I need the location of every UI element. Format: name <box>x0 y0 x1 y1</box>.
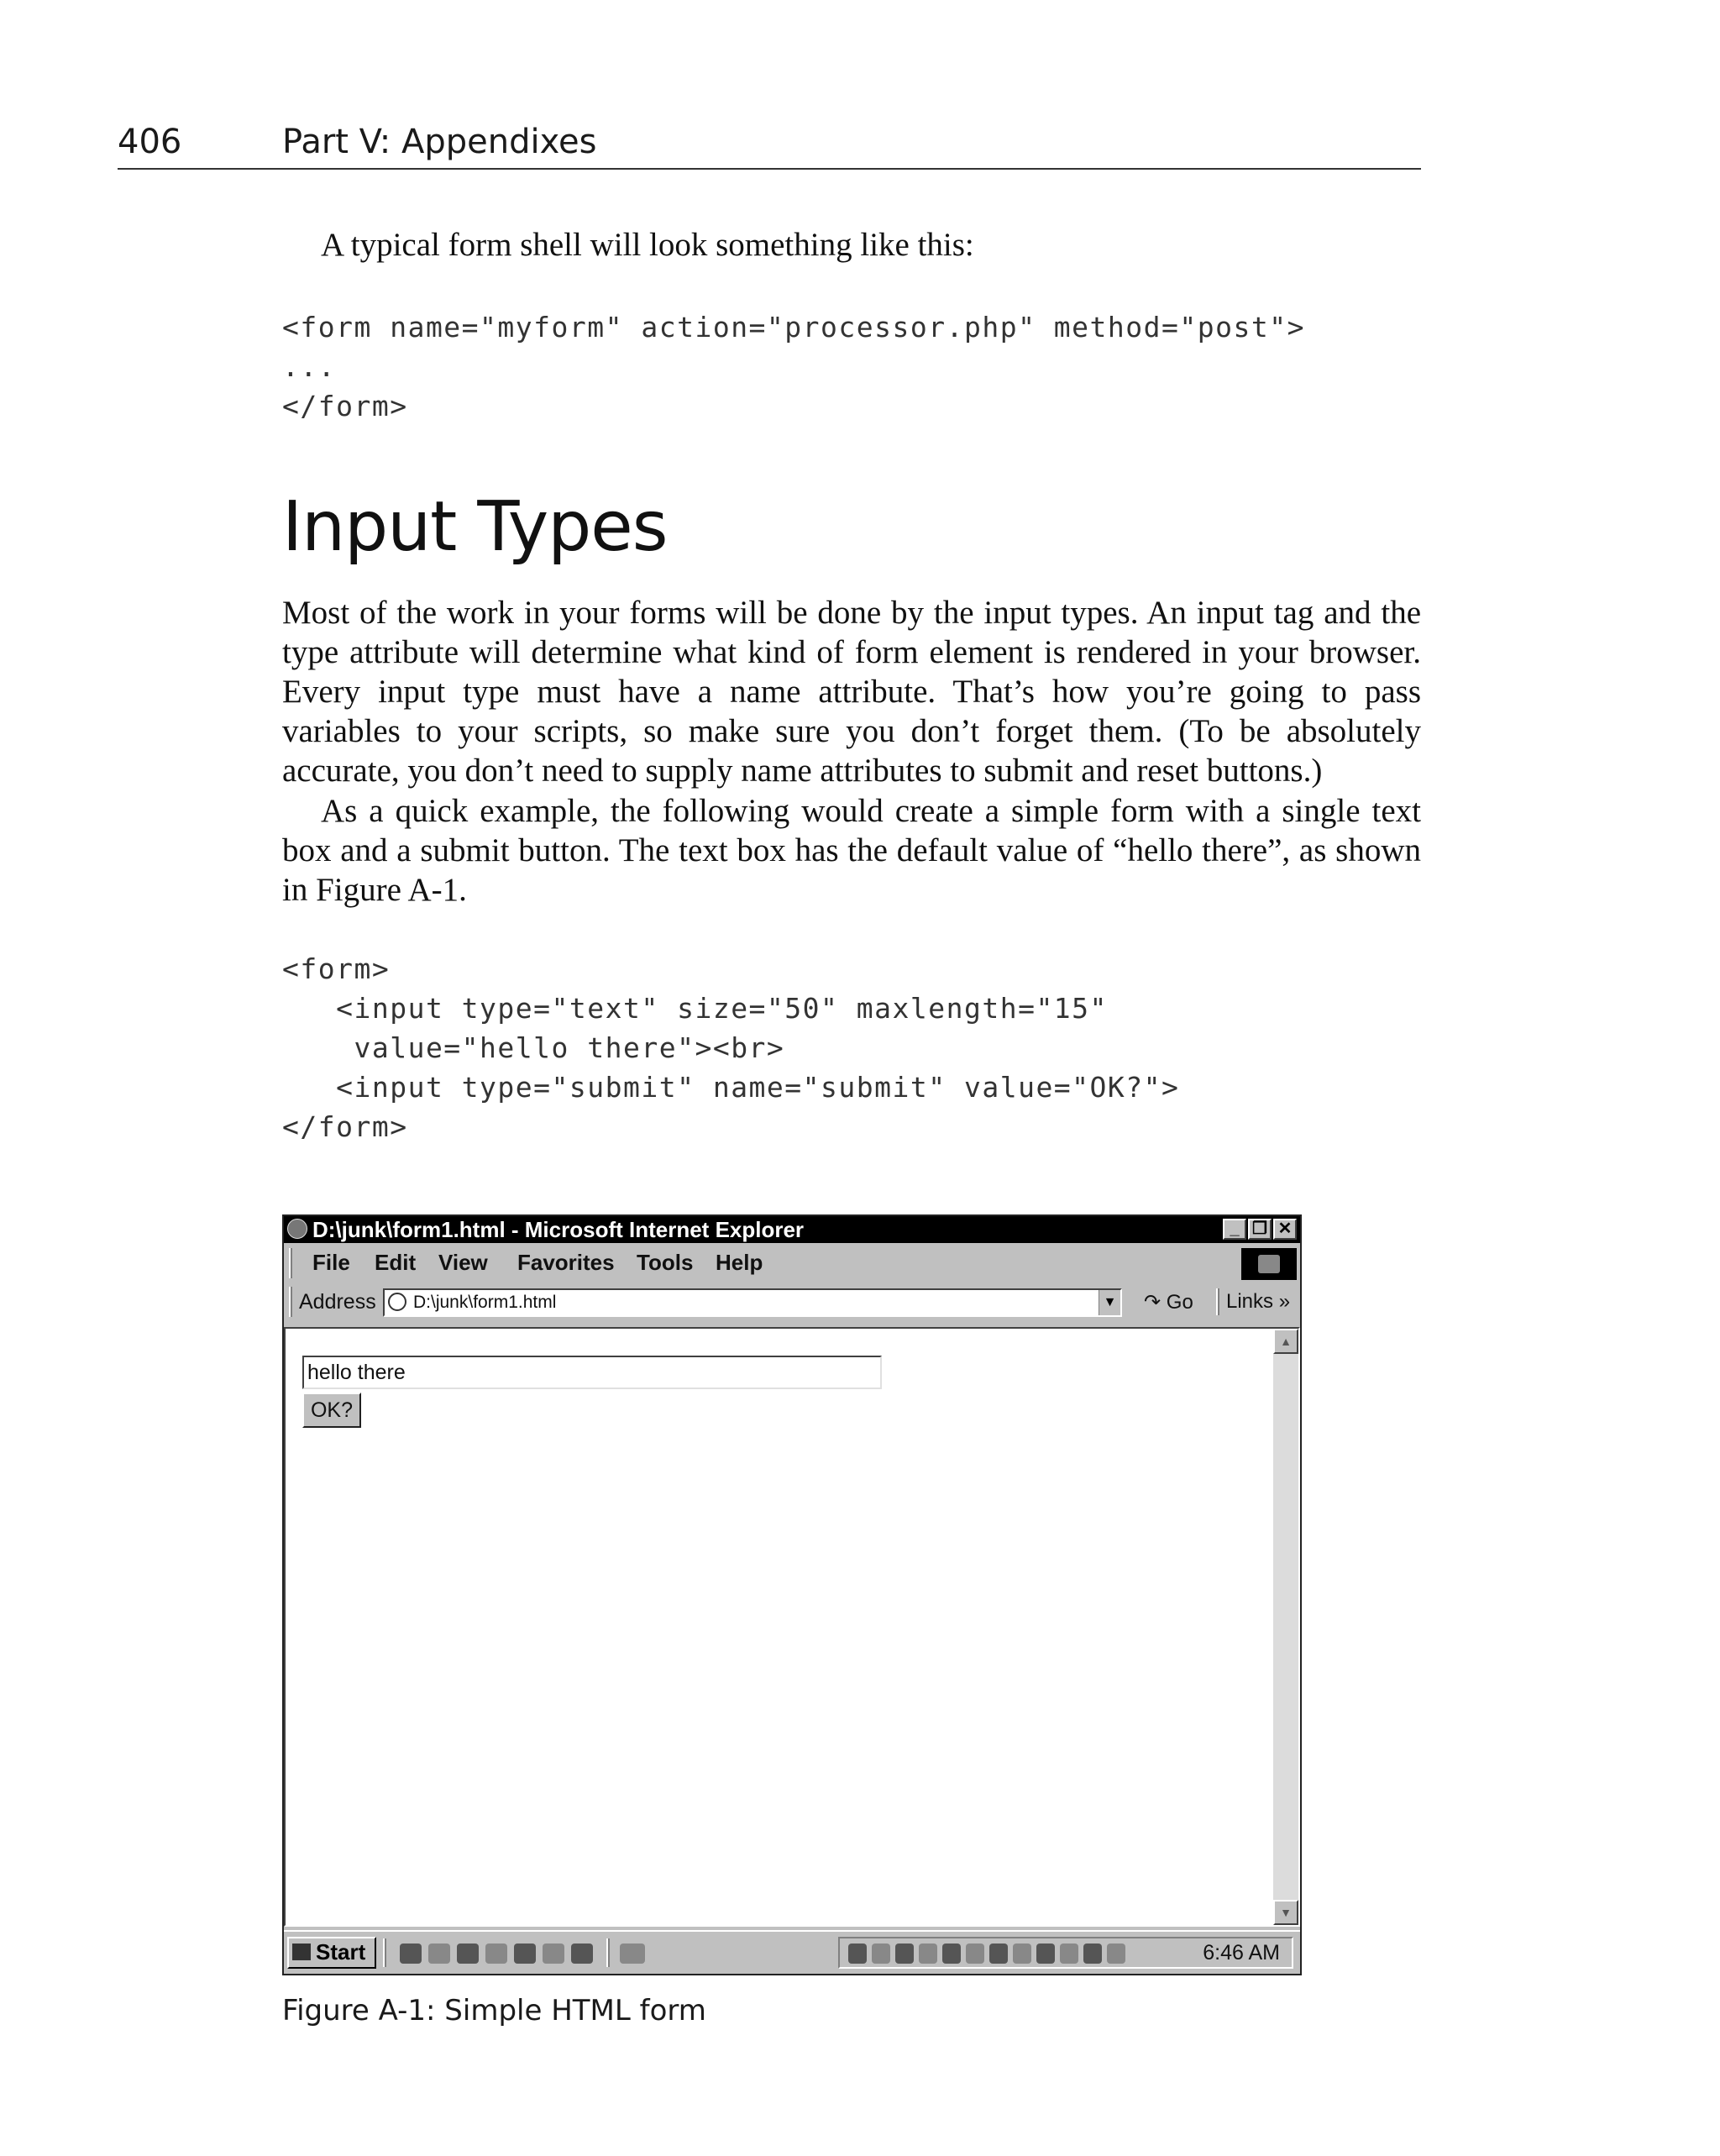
tray-icon-8[interactable] <box>1013 1944 1031 1964</box>
tray-icon-11[interactable] <box>1083 1944 1102 1964</box>
start-button[interactable] <box>287 1937 376 1969</box>
tasks-grip[interactable] <box>606 1938 610 1967</box>
ie-logo-icon <box>287 1219 307 1239</box>
tray-icon-5[interactable] <box>942 1944 961 1964</box>
scroll-up-icon[interactable]: ▲ <box>1273 1329 1298 1354</box>
header-rule <box>118 168 1421 170</box>
address-bar <box>284 1283 1300 1320</box>
windows-flag-icon <box>1258 1255 1280 1273</box>
address-grip[interactable] <box>289 1287 292 1317</box>
quicklaunch-grip[interactable] <box>383 1938 386 1967</box>
tray-icon-4[interactable] <box>919 1944 937 1964</box>
minimize-icon[interactable]: _ <box>1223 1219 1246 1240</box>
ie-quicklaunch-icon[interactable] <box>400 1944 422 1964</box>
menu-file[interactable]: File <box>312 1250 350 1275</box>
section-title: Input Types <box>282 487 668 567</box>
explorer-quicklaunch-icon[interactable] <box>485 1944 507 1964</box>
hello-text-input[interactable] <box>302 1356 882 1389</box>
windows-logo-icon <box>1241 1248 1297 1280</box>
window-title: D:\junk\form1.html - Microsoft Internet Explorer <box>312 1217 805 1242</box>
scroll-down-icon[interactable]: ▼ <box>1273 1900 1298 1925</box>
menu-view[interactable]: View <box>438 1250 488 1275</box>
tray-icon-6[interactable] <box>966 1944 984 1964</box>
volume-icon[interactable] <box>989 1944 1008 1964</box>
figure-caption: Figure A-1: Simple HTML form <box>282 1994 706 2027</box>
go-label: Go <box>1166 1291 1193 1314</box>
ok-submit-button[interactable]: OK? <box>302 1393 361 1428</box>
vertical-scrollbar[interactable] <box>1273 1329 1298 1925</box>
code-example: <form> <input type="text" size="50" maxlength="15" value="hello there"><br> <input type="submit" name="submit" value="OK?"> </form> <box>282 952 1180 1143</box>
paragraph-1: Most of the work in your forms will be done by the input types. An input tag and the type attribute will determine what kind of form element is rendered in your browser. Every input type must have a name attribute. That’s how you’re going to pass variables to your scripts, so make sure you don’t forget them. (To be absolutely accurate, you don’t need to supply name attributes to submit and reset buttons.) <box>282 595 1421 789</box>
browser-window-screenshot <box>282 1214 1302 1975</box>
links-grip[interactable] <box>1216 1288 1219 1315</box>
address-value[interactable]: D:\junk\form1.html <box>413 1293 557 1312</box>
go-button[interactable] <box>1144 1290 1193 1314</box>
window-titlebar <box>284 1216 1300 1243</box>
outlook-quicklaunch-icon[interactable] <box>428 1944 450 1964</box>
page-icon <box>388 1293 406 1311</box>
running-head-title: Part V: Appendixes <box>282 123 597 161</box>
toolbar-grip[interactable] <box>289 1248 292 1278</box>
address-label: Address <box>299 1290 376 1314</box>
taskbar-clock: 6:46 AM <box>1203 1941 1280 1965</box>
menu-tools[interactable]: Tools <box>637 1250 694 1275</box>
restore-icon[interactable]: ❐ <box>1248 1219 1272 1240</box>
editor-quicklaunch-icon[interactable] <box>571 1944 593 1964</box>
links-button[interactable]: Links » <box>1226 1290 1291 1313</box>
tray-icon-9[interactable] <box>1036 1944 1055 1964</box>
go-arrow-icon: ↷ <box>1144 1291 1162 1314</box>
code-form-shell: <form name="myform" action="processor.php" method="post"> ... </form> <box>282 311 1305 422</box>
ie-task-button[interactable] <box>620 1944 645 1964</box>
start-label: Start <box>316 1939 366 1965</box>
page-content-area <box>284 1327 1300 1927</box>
tray-icon-3[interactable] <box>895 1944 914 1964</box>
address-field[interactable] <box>383 1288 1122 1317</box>
menu-edit[interactable]: Edit <box>375 1250 417 1275</box>
intro-text: A typical form shell will look something like this: <box>321 227 974 263</box>
program-quicklaunch-icon[interactable] <box>543 1944 564 1964</box>
close-icon[interactable]: ✕ <box>1273 1219 1297 1240</box>
taskbar <box>284 1930 1300 1974</box>
channels-quicklaunch-icon[interactable] <box>457 1944 479 1964</box>
desktop-quicklaunch-icon[interactable] <box>514 1944 536 1964</box>
system-tray <box>838 1937 1293 1969</box>
start-windows-icon <box>292 1944 311 1960</box>
address-dropdown-icon[interactable]: ▼ <box>1099 1290 1120 1315</box>
menu-favorites[interactable]: Favorites <box>517 1250 615 1275</box>
tray-icon-12[interactable] <box>1107 1944 1125 1964</box>
menu-help[interactable]: Help <box>716 1250 763 1275</box>
menu-bar <box>284 1245 1300 1282</box>
page-number: 406 <box>118 123 182 161</box>
paragraph-2: As a quick example, the following would create a simple form with a single text box and a submit button. The text box has the default value of “hello there”, as shown in Figure A-1. <box>282 793 1421 908</box>
tray-icon-10[interactable] <box>1060 1944 1078 1964</box>
tray-icon-1[interactable] <box>848 1944 867 1964</box>
tray-icon-2[interactable] <box>872 1944 890 1964</box>
